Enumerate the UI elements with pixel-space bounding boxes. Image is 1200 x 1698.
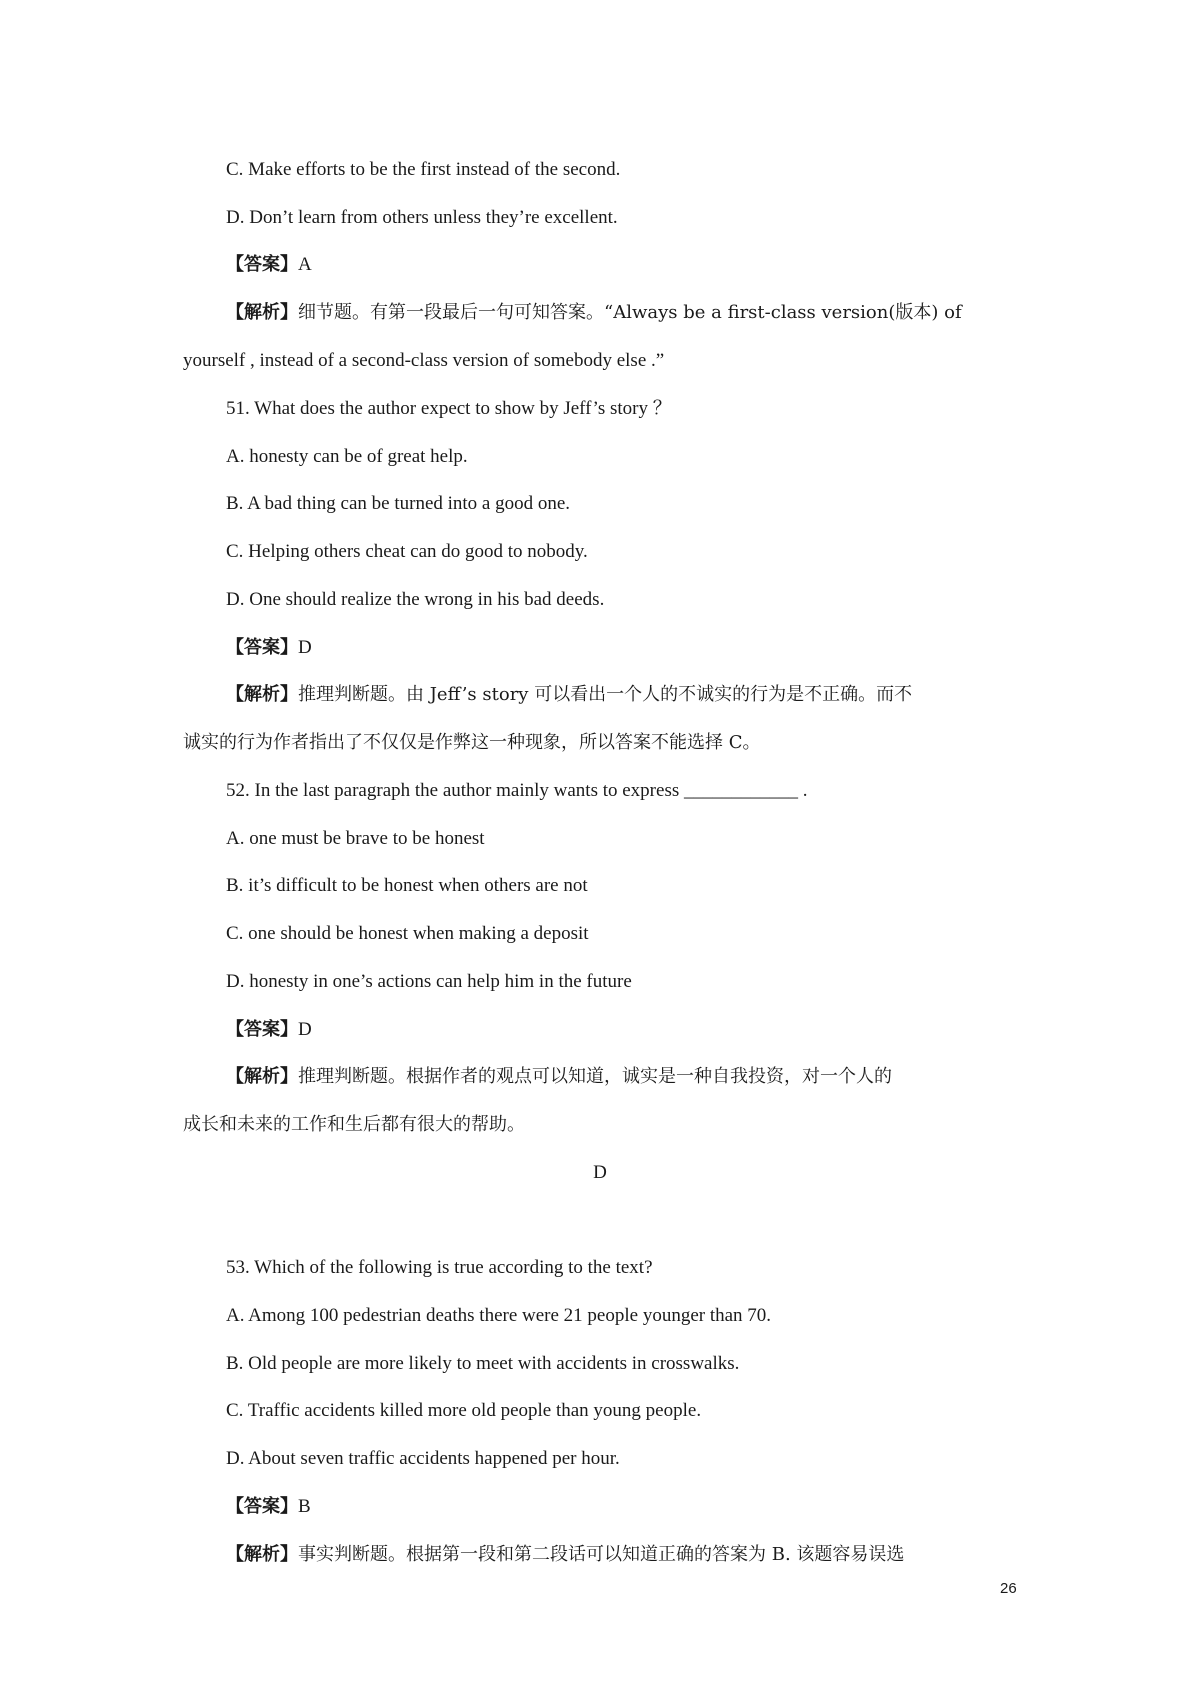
analysis-tag: 【解析】 [226, 1066, 298, 1087]
analysis-text: 细节题。有第一段最后一句可知答案。“Always be a first-class version(版本) of [298, 302, 962, 323]
q51-option-b: B. A bad thing can be turned into a good one. [226, 493, 571, 514]
analysis-text: 推理判断题。根据作者的观点可以知道，诚实是一种自我投资，对一个人的 [298, 1066, 892, 1087]
answer-tag: 【答案】 [226, 1019, 298, 1040]
q52-analysis-line-1 [226, 1065, 892, 1089]
q52-option-d: D. honesty in one’s actions can help him in the future [226, 971, 632, 992]
q50-analysis-line-2: yourself , instead of a second-class version of somebody else .” [183, 350, 665, 371]
q53-option-c: C. Traffic accidents killed more old people than young people. [226, 1400, 702, 1421]
analysis-text: 推理判断题。由 Jeff’s story 可以看出一个人的不诚实的行为是不正确。而不 [298, 684, 913, 705]
q51-option-c: C. Helping others cheat can do good to nobody. [226, 541, 588, 562]
answer-value: B [298, 1496, 311, 1517]
q52-option-a: A. one must be brave to be honest [226, 828, 485, 849]
answer-tag: 【答案】 [226, 637, 298, 658]
q52-analysis-line-2: 成长和未来的工作和生后都有很大的帮助。 [183, 1114, 525, 1135]
q51-option-d: D. One should realize the wrong in his bad deeds. [226, 589, 605, 610]
q53-option-b: B. Old people are more likely to meet with accidents in crosswalks. [226, 1353, 740, 1374]
section-heading: D [593, 1162, 607, 1183]
analysis-text: 事实判断题。根据第一段和第二段话可以知道正确的答案为 B. 该题容易误选 [298, 1544, 905, 1565]
q53-option-d: D. About seven traffic accidents happened per hour. [226, 1448, 620, 1469]
q53-question: 53. Which of the following is true according to the text? [226, 1257, 653, 1278]
answer-value: D [298, 637, 312, 658]
q51-question: 51. What does the author expect to show by Jeff’s story ？ [226, 398, 672, 419]
analysis-tag: 【解析】 [226, 302, 298, 323]
q50-option-d: D. Don’t learn from others unless they’re excellent. [226, 207, 618, 228]
q51-analysis-line-2: 诚实的行为作者指出了不仅仅是作弊这一种现象，所以答案不能选择 C。 [183, 732, 761, 753]
page-number: 26 [1000, 1580, 1017, 1597]
analysis-tag: 【解析】 [226, 1544, 298, 1565]
answer-tag: 【答案】 [226, 254, 298, 275]
q52-question: 52. In the last paragraph the author mainly wants to express ____________ . [226, 780, 808, 801]
q52-answer [226, 1018, 312, 1042]
q52-option-b: B. it’s difficult to be honest when others are not [226, 875, 588, 896]
q51-answer [226, 636, 312, 660]
q50-analysis-line-1 [226, 301, 962, 325]
q50-answer [226, 253, 312, 277]
q52-option-c: C. one should be honest when making a deposit [226, 923, 589, 944]
answer-value: D [298, 1019, 312, 1040]
analysis-tag: 【解析】 [226, 684, 298, 705]
q53-answer [226, 1495, 311, 1519]
answer-tag: 【答案】 [226, 1496, 298, 1517]
q50-option-c: C. Make efforts to be the first instead of the second. [226, 159, 621, 180]
answer-value: A [298, 254, 312, 275]
q51-option-a: A. honesty can be of great help. [226, 446, 468, 467]
q51-analysis-line-1 [226, 683, 912, 707]
q53-analysis-line-1 [226, 1543, 904, 1567]
q53-option-a: A. Among 100 pedestrian deaths there were 21 people younger than 70. [226, 1305, 772, 1326]
